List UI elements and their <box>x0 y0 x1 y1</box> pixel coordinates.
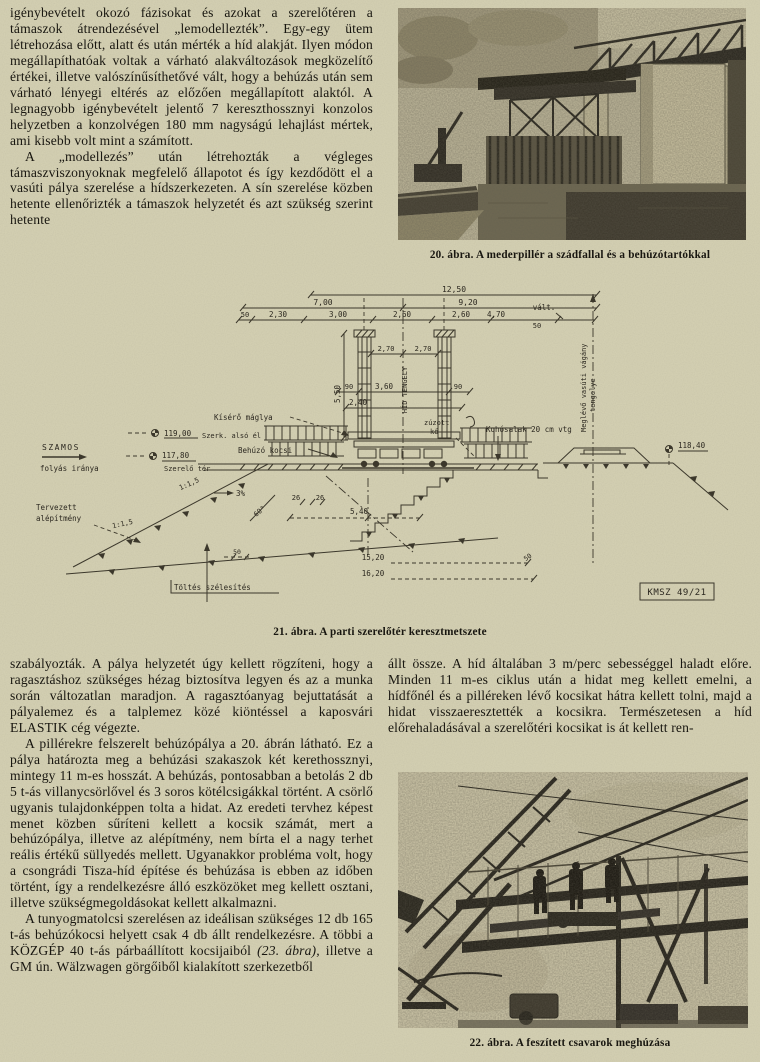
railway-embankment <box>543 448 728 510</box>
figure-22-photo <box>398 772 748 1028</box>
figure-21-caption: 21. ábra. A parti szerelőtér keresztmetszete <box>273 626 487 638</box>
bridge-axis-label: HÍD TENGELY <box>401 366 409 414</box>
body-paragraph: igénybevételt okozó fázisokat és azokat a szerelőtéren a támaszok átrendezésével „lemodellezték”. Egy-egy ütem létrehozása előtt, alatt és után mérték a híd alakját. Ilyen módon megállapíthatóak voltak a várható alakváltozások megközelítő értékei, illetve valószínűsíthetővé vált, hogy a behúzás után sem várható lényegi eltérés az előzően megállapított alaktól. A legnagyobb igénybevételt jelentő 7 kereszthossznyi konzolos helyzetben a konzolvégen 180 mm nagyságú lehajlást mértek, ami kisebb volt mint a számított. <box>10 5 373 148</box>
grade-label: 3% <box>236 489 246 498</box>
dimension-lines-bottom <box>171 494 537 602</box>
flow-direction-label: folyás iránya <box>40 464 99 473</box>
body-paragraph: állt össze. A híd általában 3 m/perc sebességgel haladt előre. Minden 11 m-es ciklus után a hidat meg kellett emelni, a hídfőnél és a pilléreken lévő kocsikat hátra kellett tolni, majd a hidat visszaeresztették a kocsikra. Természetesen a híd előrehaladásával a szerelőtéri kocsikat is át kellett ren- <box>388 656 752 735</box>
crib-label: Kísérő máglya <box>214 413 273 422</box>
dim-label: 2,60 <box>392 310 412 319</box>
body-paragraph: A pillérekre felszerelt behúzópálya a 20. ábrán látható. Ez a pálya határozta meg a behúzási szakaszok két kerethossznyi, mintegy 11 m-es hosszát. A behúzás, pontosabban a betolás 2 db 5 t-ás villanycsörlővel és 3 soros kötélcsigákkal történt. A csörlő ugyanis tulajdonképpen tolta a hidat. Az eredeti tervhez képest menet közben sűríteni kellett a kocsik számát, mert a behúzópálya, illetve az alépítmény, nem bírta el a nagy terhet reális értékű süllyedés mellett. Ugyanakkor probléma volt, hogy a csongrádi Tisza-híd építése és behúzása is ebben az időben történt, így a rendelkezésre álló eszközöket meg kellett osztani, illetve szükségmegoldásokat kellett alkalmazni. <box>10 735 373 911</box>
railway-axis-label <box>579 343 597 432</box>
dim-label: 26 <box>291 494 301 502</box>
paragraph-text: A tunyogmatolcsi szerelésen az ideálisan szükséges 12 db 165 t-ás behúzókocsi helyett csak 4 db állt rendelkezésre. A többi a KÖZGÉP 40 t-ás párbaállított kocsijaiból <box>10 911 373 959</box>
platform-strip <box>198 464 548 478</box>
dim-label: 50 <box>240 311 250 319</box>
dim-label: 12,50 <box>441 286 467 294</box>
elevation-note: Szerelő tér <box>164 465 211 473</box>
drawing-number: KMSZ 49/21 <box>647 588 707 598</box>
dim-label: 50 <box>233 548 241 556</box>
railway-axis-text: Meglévő vasúti vágány <box>580 343 588 432</box>
benched-steps <box>326 470 453 558</box>
dim-label: 16,20 <box>361 569 385 578</box>
text-column-bottom-left <box>10 656 373 975</box>
substructure-label: alépítmény <box>36 514 82 523</box>
drawing-number-box <box>640 583 714 600</box>
switch-label: vált. <box>532 303 556 312</box>
dim-label: 5,40 <box>349 507 369 516</box>
widening-label: Töltés szélesítés <box>174 583 251 592</box>
river-pier-photo <box>398 8 746 240</box>
steelwork-photo <box>398 772 748 1028</box>
dim-label: 3,00 <box>328 310 348 319</box>
dim-label: 50 <box>522 551 534 563</box>
dim-label: 4,70 <box>486 310 506 319</box>
body-paragraph <box>10 911 373 975</box>
elevation-label: 118,40 <box>678 441 706 450</box>
crushed-stone-label: kő <box>430 428 439 436</box>
trolley-label: Behúzó kocsi <box>238 446 293 455</box>
dim-label: 90 <box>453 383 463 391</box>
dim-label: 26 <box>315 494 325 502</box>
substructure-label: Tervezett <box>36 503 77 512</box>
elevation-label: 117,80 <box>162 451 190 460</box>
elevation-note: Szerk. alsó él <box>202 432 262 440</box>
dim-label: 2,70 <box>377 345 395 353</box>
dim-label: 90 <box>344 383 354 391</box>
dim-label: 3,60 <box>374 382 394 391</box>
cross-section-drawing <box>28 286 742 620</box>
halftone-grain <box>398 8 746 240</box>
figure-21-drawing <box>28 286 742 620</box>
river-name-label: SZAMOS <box>42 443 80 452</box>
dim-label: 2,70 <box>414 345 432 353</box>
figure-22-caption: 22. ábra. A feszített csavarok meghúzása <box>469 1037 671 1049</box>
dim-label: 5,50 <box>333 384 342 404</box>
figure-20-photo <box>398 8 746 240</box>
figure-20-caption: 20. ábra. A mederpillér a szádfallal és a behúzótartókkal <box>429 249 711 261</box>
dim-label: 9,20 <box>458 298 478 307</box>
halftone-grain <box>398 772 748 1028</box>
dimension-lines-top <box>236 286 600 330</box>
railway-axis-text: tengelye <box>589 378 597 412</box>
slag-label: Kohósalak 20 cm vtg <box>486 425 572 434</box>
figure-reference: (23. ábra), <box>257 943 320 959</box>
slope-ratio-label: 1:1,5 <box>177 476 201 493</box>
embankment-slopes <box>66 464 498 575</box>
level-benchmarks <box>126 429 708 473</box>
elevation-label: 119,00 <box>164 429 192 438</box>
text-column-top-left <box>10 5 373 228</box>
body-paragraph: A „modellezés” után létrehozták a végleges támaszviszonyoknak megfelelő állapotot és így kezdődött el a vasúti pálya szerelése a hídszerkezeten. A sín szerelése közben hetente ellenőrizték a támaszok helyzetét és azt szükség szerint hetente <box>10 148 373 228</box>
dim-label: 2,60 <box>451 310 471 319</box>
body-paragraph: szabályozták. A pálya helyzetét úgy kellett rögzíteni, hogy a ragasztáshoz szükséges hézag biztosítva legyen és az a munka során változatlan maradjon. A ragasztóanyag bejuttatását a pályalemez és a talplemez közé kiöntéssel a kaposvári ELASTIK cég végezte. <box>10 656 373 735</box>
dim-label: 50 <box>532 322 542 330</box>
dim-label: 7,00 <box>313 298 333 307</box>
dim-label: 2,40 <box>348 398 368 407</box>
dim-label: 15,20 <box>361 553 385 562</box>
angle-label: 60° <box>252 504 268 519</box>
text-column-bottom-right <box>388 656 752 736</box>
slope-ratio-label: 1:1,5 <box>111 517 134 531</box>
paragraph-text: illetve a GM ún. Wälzwagen görgőiből kialakított szerkezetből <box>10 943 373 975</box>
crushed-stone-label: zúzott <box>424 419 450 427</box>
dim-label: 2,30 <box>268 310 288 319</box>
